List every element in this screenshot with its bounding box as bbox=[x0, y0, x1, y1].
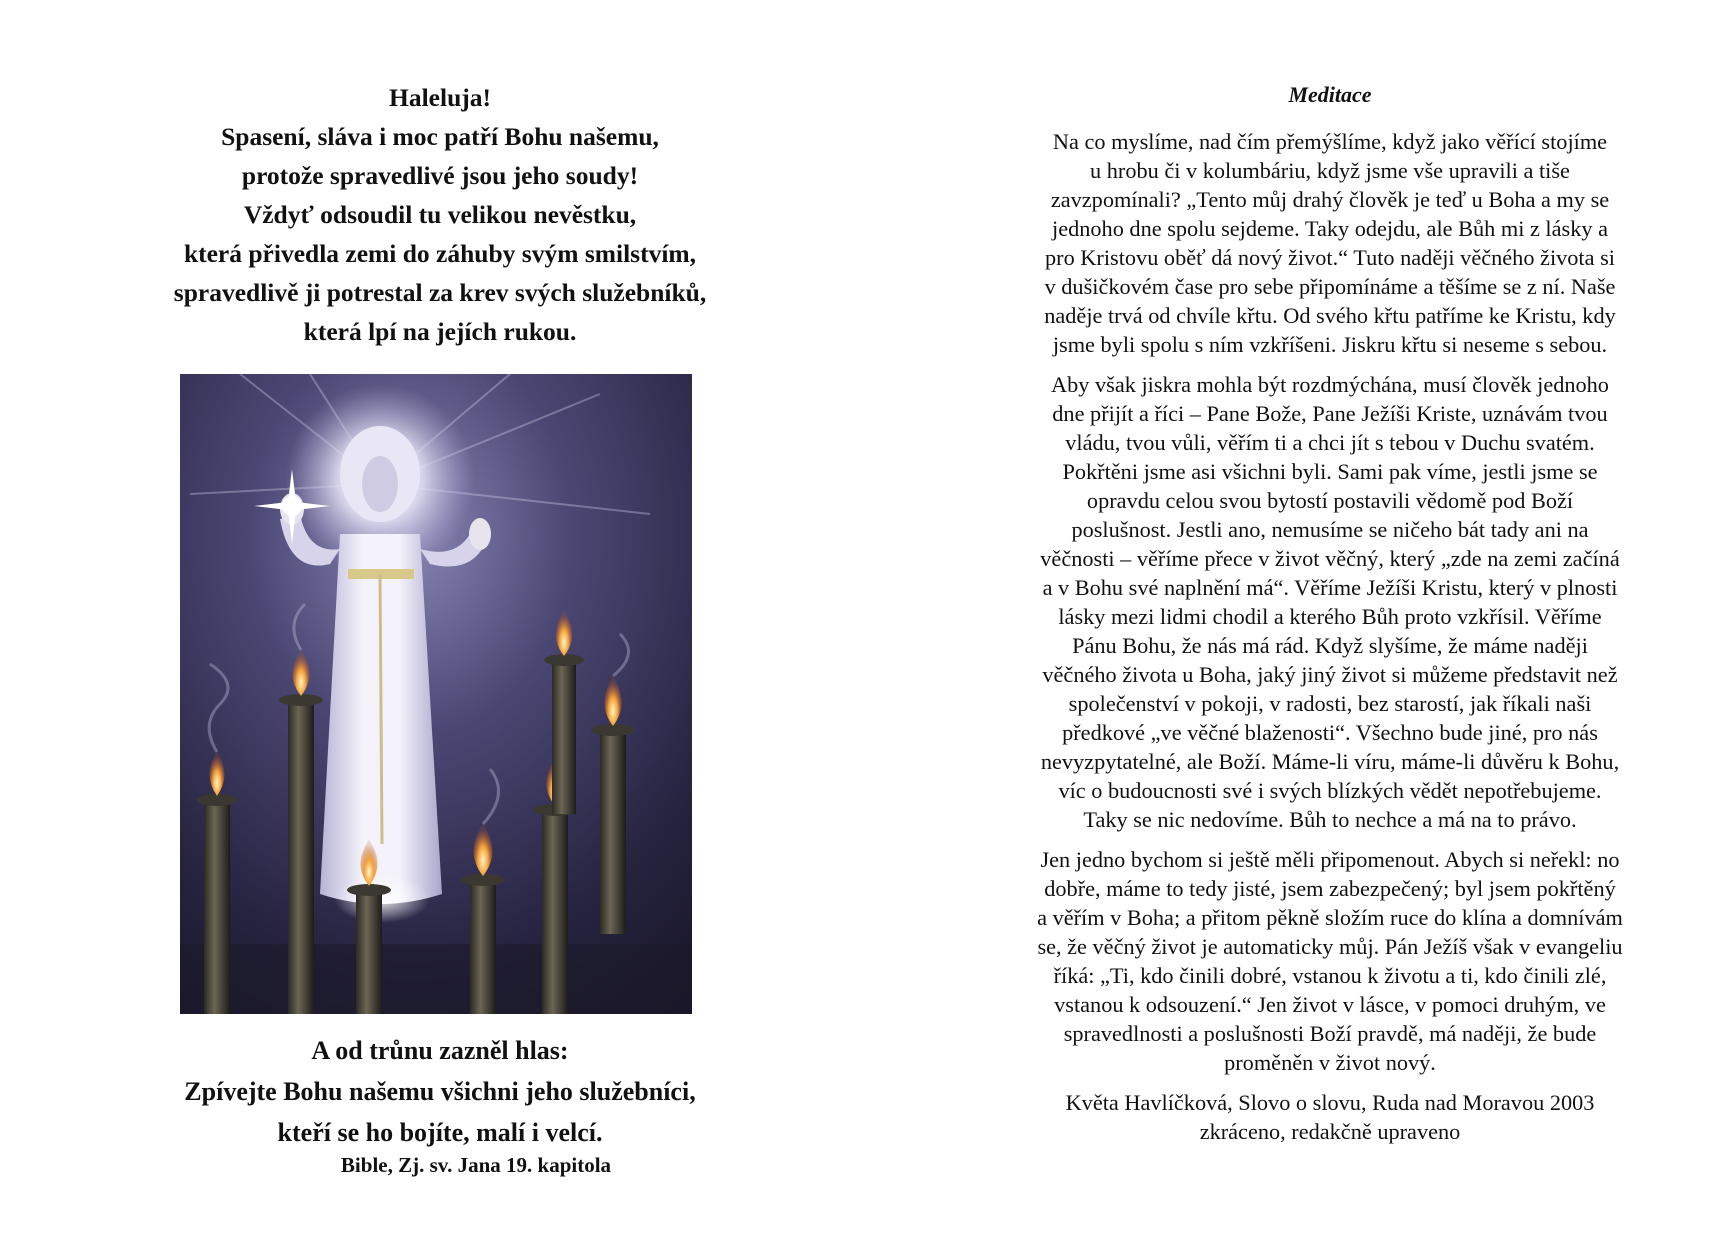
text-line: jsme byli spolu s ním vzkříšeni. Jiskru křtu si neseme s sebou. bbox=[1052, 332, 1608, 357]
text-line: zavzpomínali? „Tento můj drahý člověk je teď u Boha a my se bbox=[1050, 187, 1610, 212]
text-line: se, že věčný život je automaticky můj. Pán Ježíš však v evangeliu bbox=[1037, 934, 1623, 959]
text-line: spravedlnosti a poslušnosti Boží pravdě, má naději, že bude bbox=[1063, 1021, 1597, 1046]
text-line: u hrobu či v kolumbáriu, když jsme vše upravili a tiše bbox=[1090, 158, 1570, 183]
text-line: poslušnost. Jestli ano, nemusíme se ničeho bát tady ani na bbox=[1071, 517, 1589, 542]
text-line: nevyzpytatelné, ale Boží. Máme-li víru, máme-li důvěru k Bohu, bbox=[1040, 749, 1620, 774]
text-line: opravdu celou svou bytostí postavili vědomě pod Boží bbox=[1086, 488, 1574, 513]
text-line: víc o budoucnosti své i svých blízkých vědět nepotřebujeme. bbox=[1058, 778, 1602, 803]
text-line: Jen jedno bychom si ještě měli připomenout. Abych si neřekl: no bbox=[1040, 847, 1620, 872]
verse-line: která lpí na jejích rukou. bbox=[303, 317, 577, 346]
verse-line: Zpívejte Bohu našemu všichni jeho služebníci, bbox=[184, 1077, 696, 1106]
left-page bbox=[60, 78, 820, 351]
signature bbox=[990, 1088, 1670, 1146]
text-line: říká: „Ti, kdo činili dobré, vstanou k životu a ti, kdo činili zlé, bbox=[1053, 963, 1607, 988]
text-line: věčnosti – věříme přece v život věčný, který „zde na zemi začíná bbox=[1040, 546, 1620, 571]
text-line: a věřím v Boha; a přitom pěkně složím ruce do klína a domnívám bbox=[1037, 905, 1623, 930]
text-line: dne přijít a říci – Pane Bože, Pane Ježíši Kriste, uznávám tvou bbox=[1052, 401, 1608, 426]
text-line: společenství v pokoji, v radosti, bez starostí, jak říkali naši bbox=[1068, 691, 1592, 716]
signature-line: zkráceno, redakčně upraveno bbox=[1199, 1119, 1461, 1144]
paragraph-1 bbox=[990, 127, 1670, 359]
text-line: předkové „ve věčné blaženosti“. Všechno bude jiné, pro nás bbox=[1062, 720, 1598, 745]
verse-line: Haleluja! bbox=[389, 83, 491, 112]
text-line: Aby však jiskra mohla být rozdmýchána, musí člověk jednoho bbox=[1051, 372, 1609, 397]
text-line: Na co myslíme, nad čím přemýšlíme, když jako věřící stojíme bbox=[1052, 129, 1608, 154]
text-line: Taky se nic nedovíme. Bůh to nechce a má na to právo. bbox=[1083, 807, 1577, 832]
text-line: a v Bohu své naplnění má“. Věříme Ježíši Kristu, který v plnosti bbox=[1042, 575, 1618, 600]
verse-line: kteří se ho bojíte, malí i velcí. bbox=[277, 1118, 603, 1147]
verse-line: která přivedla zemi do záhuby svým smilstvím, bbox=[183, 239, 697, 268]
text-line: vládu, tvou vůli, věřím ti a chci jít s tebou v Duchu svatém. bbox=[1065, 430, 1595, 455]
painting-risen-christ-with-candles bbox=[180, 374, 692, 1014]
text-line: lásky mezi lidmi chodil a kterého Bůh proto vzkřísil. Věříme bbox=[1058, 604, 1602, 629]
text-line: Pánu Bohu, že nás má rád. Když slyšíme, že máme naději bbox=[1072, 633, 1588, 658]
text-line: věčného života u Boha, jaký jiný život si můžeme představit než bbox=[1042, 662, 1618, 687]
text-line: pro Kristovu oběť dá nový život.“ Tuto naději věčného života si bbox=[1045, 245, 1615, 270]
verse-line: Spasení, sláva i moc patří Bohu našemu, bbox=[221, 122, 659, 151]
text-line: proměněn v život nový. bbox=[1224, 1050, 1436, 1075]
verse-line: Vždyť odsoudil tu velikou nevěstku, bbox=[243, 200, 637, 229]
text-line: jednoho dne spolu sejdeme. Taky odejdu, ale Bůh mi z lásky a bbox=[1052, 216, 1608, 241]
verse-line: spravedlivě ji potrestal za krev svých služebníků, bbox=[173, 278, 707, 307]
verse-top bbox=[60, 78, 820, 351]
bible-citation: Bible, Zj. sv. Jana 19. kapitola bbox=[340, 1153, 612, 1177]
text-line: vstanou k odsouzení.“ Jen život v lásce, v pomoci druhým, ve bbox=[1054, 992, 1606, 1017]
paragraph-2 bbox=[990, 370, 1670, 834]
paragraph-3 bbox=[990, 845, 1670, 1077]
verse-line: protože spravedlivé jsou jeho soudy! bbox=[241, 161, 639, 190]
meditation-title: Meditace bbox=[1288, 82, 1372, 107]
text-line: v dušičkovém čase pro sebe připomínáme a těšíme se z ní. Naše bbox=[1044, 274, 1616, 299]
signature-line: Květa Havlíčková, Slovo o slovu, Ruda nad Moravou 2003 bbox=[1065, 1090, 1595, 1115]
verse-line: A od trůnu zazněl hlas: bbox=[311, 1036, 569, 1065]
right-page bbox=[990, 80, 1670, 1146]
text-line: dobře, máme to tedy jisté, jsem zabezpečený; byl jsem pokřtěný bbox=[1044, 876, 1616, 901]
text-line: naděje trvá od chvíle křtu. Od svého křtu patříme ke Kristu, kdy bbox=[1044, 303, 1616, 328]
verse-bottom bbox=[60, 1030, 820, 1153]
text-line: Pokřtěni jsme asi všichni byli. Sami pak víme, jestli jsme se bbox=[1062, 459, 1598, 484]
